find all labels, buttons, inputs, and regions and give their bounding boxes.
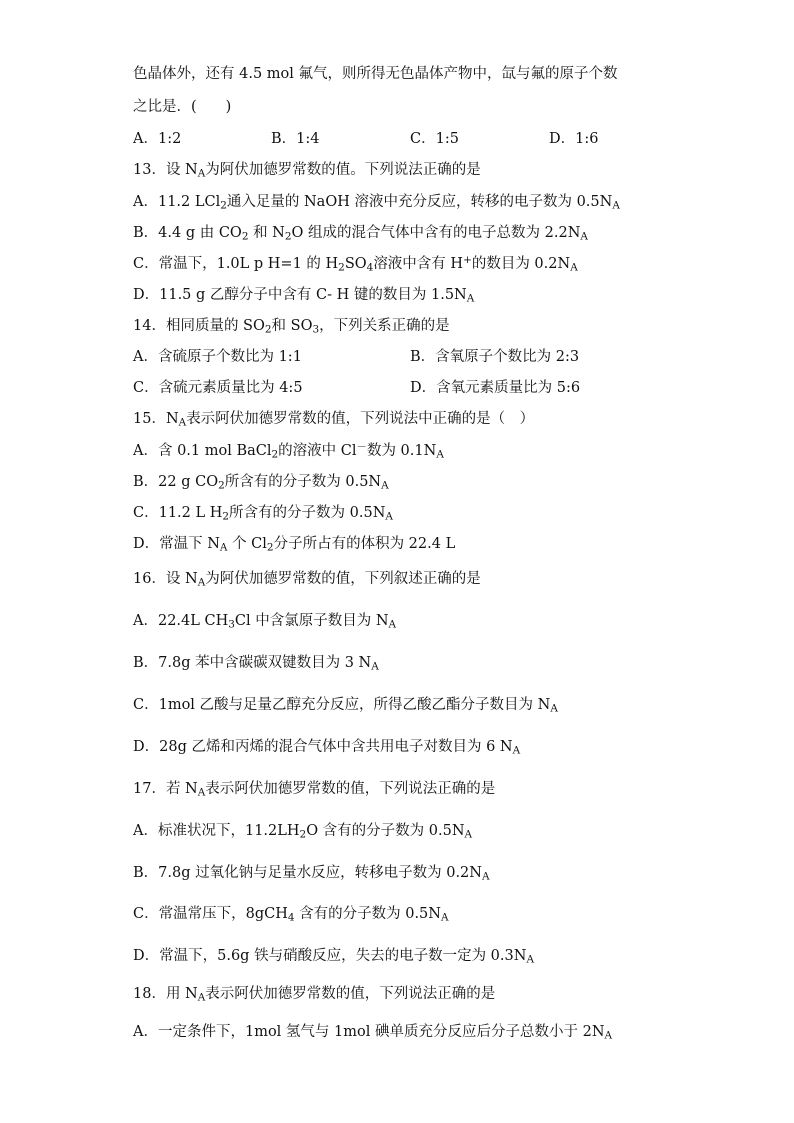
text-segment: 的溶液中 Cl	[278, 443, 357, 459]
subscript: 2	[271, 448, 279, 461]
text-segment: B．7.8g 苯中含碳碳双键数目为 3 N	[133, 655, 372, 671]
subscript: A	[526, 953, 534, 966]
subscript: A	[197, 786, 206, 799]
text-segment: 的数目为 0.2N	[471, 256, 571, 272]
text-segment: O 含有的分子数为 0.5N	[306, 823, 465, 839]
text-segment: 表示阿伏加德罗常数的值，下列说法正确的是	[205, 781, 496, 797]
text-segment: A．标准状况下，11.2LH	[133, 823, 300, 839]
subscript: 3	[228, 618, 235, 631]
q17-stem	[133, 779, 495, 799]
subscript: A	[481, 870, 490, 883]
text-segment: C．常温常压下，8gCH	[133, 906, 288, 922]
q13-stem	[133, 160, 481, 180]
q17-option-b	[133, 863, 490, 883]
text-segment: D．28g 乙烯和丙烯的混合气体中含共用电子对数目为 6 N	[133, 739, 513, 755]
subscript: A	[570, 261, 578, 274]
q15-option-b	[133, 472, 389, 492]
subscript: 2	[338, 261, 345, 274]
text-segment: 数为 0.1N	[366, 443, 437, 459]
subscript: A	[612, 199, 620, 212]
text-segment: 溶液中含有 H	[373, 256, 464, 272]
text-segment: Cl 中含氯原子数目为 N	[234, 613, 389, 629]
q14-option-d: D．含氧元素质量比为 5:6	[410, 380, 581, 396]
text-segment: 为阿伏加德罗常数的值，下列叙述正确的是	[205, 571, 481, 587]
q12-continuation-line1	[133, 64, 618, 84]
q18-stem	[133, 984, 495, 1004]
subscript: A	[436, 448, 444, 461]
q17-option-d	[133, 946, 534, 966]
text-segment: 为阿伏加德罗常数的值。下列说法正确的是	[205, 162, 481, 178]
text-segment: A．含 0.1 mol BaCl	[133, 443, 272, 459]
text-segment: 和 SO	[271, 318, 313, 334]
text-segment: 色晶体外，还有 4.5 mol 氟气，则所得无色晶体产物中，氙与氟的原子个数	[133, 66, 618, 82]
q15-stem	[133, 409, 534, 429]
subscript: A	[219, 541, 228, 554]
text-segment: C．常温下，1.0L p H=1 的 H	[133, 256, 339, 272]
q16-option-b	[133, 653, 379, 673]
q13-option-b	[133, 223, 588, 243]
superscript: +	[463, 253, 472, 266]
subscript: A	[178, 416, 187, 429]
text-segment: A．22.4L CH	[133, 613, 229, 629]
subscript: A	[385, 510, 393, 523]
subscript: A	[550, 702, 558, 715]
q14-stem	[133, 316, 450, 336]
subscript: A	[197, 167, 206, 180]
subscript: 2	[241, 230, 249, 243]
text-segment: B．4.4 g 由 CO	[133, 225, 242, 241]
text-segment: 含有的分子数为 0.5N	[294, 906, 441, 922]
text-segment: 和 N	[248, 225, 285, 241]
text-segment: 个 Cl	[227, 536, 267, 552]
q18-option-a	[133, 1022, 612, 1042]
q14-option-c: C．含硫元素质量比为 4:5	[133, 380, 303, 396]
q17-option-a	[133, 821, 472, 841]
text-segment: 所含有的分子数为 0.5N	[229, 505, 386, 521]
subscript: A	[371, 660, 379, 673]
q17-option-c	[133, 904, 449, 924]
text-segment: 表示阿伏加德罗常数的值，下列说法正确的是	[205, 986, 496, 1002]
q14-option-b: B．含氧原子个数比为 2:3	[410, 349, 580, 365]
text-segment: 18．用 N	[133, 986, 198, 1002]
text-segment: 表示阿伏加德罗常数的值，下列说法中正确的是（ ）	[186, 411, 535, 427]
text-segment: 之比是．( )	[133, 99, 232, 115]
text-segment: D．常温下，5.6g 铁与硝酸反应，失去的电子数一定为 0.3N	[133, 948, 527, 964]
q12-continuation-line2	[133, 97, 231, 117]
text-segment: SO	[344, 256, 367, 272]
subscript: A	[388, 618, 397, 631]
superscript: －	[356, 440, 367, 453]
text-segment: 所含有的分子数为 0.5N	[224, 474, 382, 490]
text-segment: 17．若 N	[133, 781, 198, 797]
text-segment: C．1mol 乙酸与足量乙醇充分反应，所得乙酸乙酯分子数目为 N	[133, 697, 551, 713]
text-segment: C．11.2 L H	[133, 505, 223, 521]
text-segment: O 组成的混合气体中含有的电子总数为 2.2N	[291, 225, 581, 241]
text-segment: 通入足量的 NaOH 溶液中充分反应，转移的电子数为 0.5N	[226, 194, 613, 210]
text-segment: A．11.2 LCl	[133, 194, 221, 210]
q15-option-c	[133, 503, 393, 523]
subscript: A	[197, 991, 206, 1004]
subscript: 2	[220, 199, 227, 212]
text-segment: B．22 g CO	[133, 474, 219, 490]
q16-option-d	[133, 737, 520, 757]
subscript: A	[466, 292, 475, 305]
q12-option-d: D．1:6	[549, 131, 599, 147]
text-segment: 分子所占有的体积为 22.4 L	[273, 536, 456, 552]
text-segment: D．11.5 g 乙醇分子中含有 C- H 键的数目为 1.5N	[133, 287, 467, 303]
text-segment: D．常温下 N	[133, 536, 220, 552]
subscript: 2	[299, 828, 307, 841]
subscript: A	[440, 911, 449, 924]
subscript: 2	[264, 323, 272, 336]
q12-option-b: B．1:4	[271, 131, 320, 147]
subscript: A	[381, 479, 389, 492]
text-segment: ，下列关系正确的是	[319, 318, 450, 334]
q16-option-a	[133, 611, 396, 631]
text-segment: A．一定条件下，1mol 氢气与 1mol 碘单质充分反应后分子总数小于 2N	[133, 1024, 605, 1040]
subscript: 4	[366, 261, 374, 274]
q12-option-c: C．1:5	[410, 131, 459, 147]
text-segment: B．7.8g 过氧化钠与足量水反应，转移电子数为 0.2N	[133, 865, 482, 881]
subscript: A	[512, 744, 521, 757]
q15-option-d	[133, 534, 455, 554]
subscript: 2	[266, 541, 274, 554]
subscript: 2	[218, 479, 225, 492]
subscript: A	[197, 576, 206, 589]
subscript: 2	[284, 230, 292, 243]
subscript: 3	[312, 323, 320, 336]
q13-option-a	[133, 192, 620, 212]
text-segment: 13．设 N	[133, 162, 198, 178]
text-segment: 14．相同质量的 SO	[133, 318, 265, 334]
q16-option-c	[133, 695, 558, 715]
subscript: A	[580, 230, 588, 243]
q14-option-a: A．含硫原子个数比为 1:1	[133, 349, 302, 365]
q16-stem	[133, 569, 481, 589]
q13-option-d	[133, 285, 474, 305]
subscript: 4	[287, 911, 295, 924]
q13-option-c	[133, 254, 578, 274]
subscript: 2	[222, 510, 230, 523]
q12-option-a: A．1:2	[133, 131, 182, 147]
q15-option-a	[133, 441, 444, 461]
text-segment: 15．N	[133, 411, 179, 427]
subscript: A	[464, 828, 473, 841]
subscript: A	[604, 1029, 613, 1042]
text-segment: 16．设 N	[133, 571, 198, 587]
